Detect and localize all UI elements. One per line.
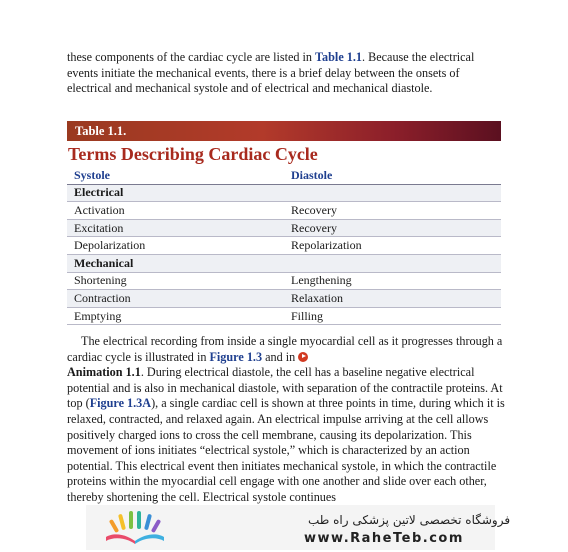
intro-paragraph	[67, 50, 507, 97]
table-cell: Emptying	[67, 307, 284, 325]
table-cell: Depolarization	[67, 237, 284, 255]
body-text-4: ), a single cardiac cell is shown at three points in time, during which it is relaxed, contracted, and relaxed again. An electrical impulse arriving at the cell allows positively charged ions to cross the cell membrane, causing its depolarization. This movement of ions initiates “electrical systole,” which is characterized by an action potential. This electrical event then initiates mechanical systole, in which the contractile proteins within the myocardial cell engage with one another and slide over each other, thereby shortening the cell. Electrical systole continues	[67, 396, 505, 504]
table-cell: Activation	[67, 202, 284, 220]
table-cell: Excitation	[67, 219, 284, 237]
body-paragraph	[67, 334, 507, 506]
table-row	[67, 290, 501, 308]
table-row	[67, 307, 501, 325]
section-label: Mechanical	[67, 254, 501, 272]
animation-1-1-link[interactable]: Animation 1.1	[67, 365, 141, 380]
table-title: Terms Describing Cardiac Cycle	[68, 144, 318, 164]
table-cell: Recovery	[284, 202, 501, 220]
footer-url[interactable]: www.RaheTeb.com	[304, 531, 464, 546]
footer-persian-text: فروشگاه تخصصی لاتین پزشکی راه طب	[308, 513, 511, 527]
table-row	[67, 202, 501, 220]
intro-text-1: these components of the cardiac cycle are listed in	[67, 50, 316, 64]
table-cell: Contraction	[67, 290, 284, 308]
play-icon[interactable]	[298, 352, 308, 362]
body-text-1: The electrical recording from inside a single myocardial cell as it progresses through a cardiac cycle is illustrated in	[67, 334, 503, 364]
table-label: Table 1.1.	[75, 124, 127, 138]
table-header-row	[67, 167, 501, 184]
header-diastole: Diastole	[284, 167, 501, 184]
table-row	[67, 272, 501, 290]
section-row-electrical	[67, 184, 501, 202]
header-systole: Systole	[67, 167, 284, 184]
table-1-1-link[interactable]: Table 1.1	[315, 50, 363, 64]
table-cell: Recovery	[284, 219, 501, 237]
table-label-banner	[67, 121, 501, 141]
table-row	[67, 237, 501, 255]
figure-1-3a-link[interactable]: Figure 1.3A	[89, 396, 152, 411]
terms-table	[67, 167, 501, 325]
figure-1-3-link[interactable]: Figure 1.3	[209, 349, 263, 364]
intro-text-2: . Because the electrical events initiate the mechanical events, there is a brief delay between the onsets of electrical and mechanical systole and of electrical and mechanical diastole.	[67, 50, 475, 96]
table-cell: Filling	[284, 307, 501, 325]
table-row	[67, 219, 501, 237]
table-cell: Lengthening	[284, 272, 501, 290]
body-text-3: . During electrical diastole, the cell has a baseline negative electrical potential and is also in mechanical diastole, with separation of the contractile proteins. At top (	[67, 365, 503, 411]
section-row-mechanical	[67, 254, 501, 272]
body-text-2: and in	[262, 349, 299, 364]
table-cell: Relaxation	[284, 290, 501, 308]
table-cell: Shortening	[67, 272, 284, 290]
book-logo-icon	[104, 511, 166, 545]
section-label: Electrical	[67, 184, 501, 202]
table-cell: Repolarization	[284, 237, 501, 255]
